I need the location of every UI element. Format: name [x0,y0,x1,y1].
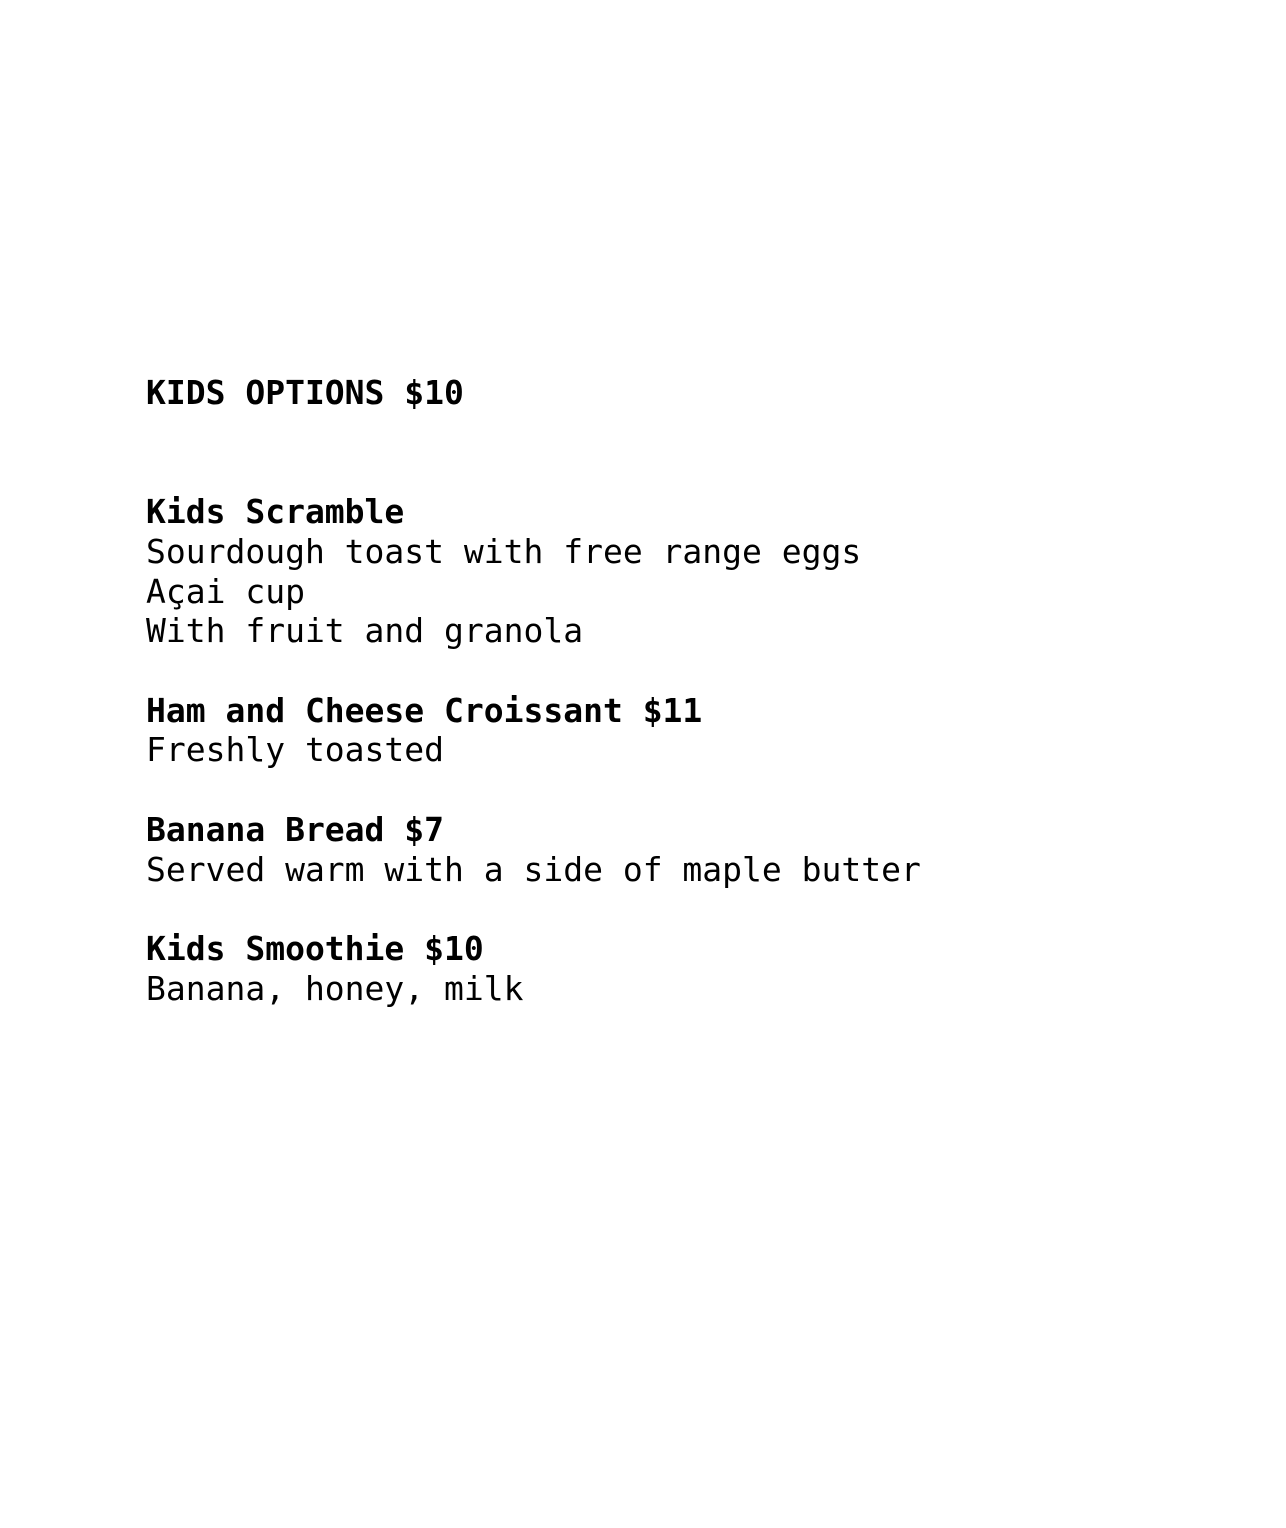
item-title: Ham and Cheese Croissant $11 [146,691,703,730]
item-description: Sourdough toast with free range eggs [146,532,862,571]
item-description: Served warm with a side of maple butter [146,850,921,889]
item-description: Freshly toasted [146,730,445,769]
item-title: Kids Smoothie $10 [146,929,484,968]
menu-heading: KIDS OPTIONS $10 [146,373,464,412]
item-description: Banana, honey, milk [146,969,524,1008]
item-description: Açai cup [146,572,305,611]
item-description: With fruit and granola [146,611,584,650]
item-title: Kids Scramble [146,492,405,531]
item-title: Banana Bread $7 [146,810,445,849]
